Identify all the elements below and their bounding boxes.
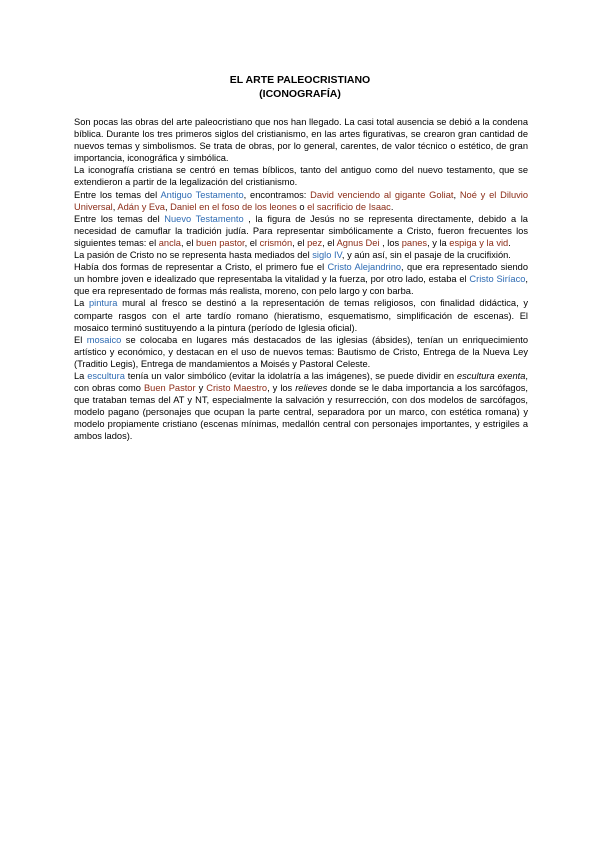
text-run: , que era representado siendo un hombre joven e idealizado que representaba la vitalidad y la fuerza, por otro lado, estaba el [74,262,528,285]
highlighted-term: Cristo Siríaco [469,274,526,285]
highlighted-term: Antiguo Testamento [160,189,244,200]
text-run: , [112,201,118,212]
highlighted-term: pintura [89,298,118,309]
title-block [0,73,600,101]
text-run: . [390,201,394,212]
text-run: La iconografía cristiana se centró en temas bíblicos, tanto del antiguo como del nuevo testamento, que se extendieron a partir de la legalización del cristianismo. [74,165,528,188]
highlighted-theme: panes [401,237,428,248]
text-run: o [296,201,308,212]
text-run: La [74,298,90,309]
text-run: , encontramos: [243,189,311,200]
highlighted-theme: pez [307,237,323,248]
italic-term: escultura exenta [456,370,526,381]
document-body [74,116,528,443]
text-run: Son pocas las obras del arte paleocristiano que nos han llegado. La casi total ausencia se debió a la condena bíblica. Durante los tres primeros siglos del cristianismo, en las artes figurativas, se crearon gran cantidad de nuevos temas y simbolismos. Se trata de obras, por lo general, carentes, de valor técnico o estético, de gran importancia, iconográfica y simbólica. [74,117,528,164]
text-run: Entre los temas del [74,213,165,224]
text-run: Había dos formas de representar a Cristo, el primero fue el [74,262,328,273]
text-run: , el [244,237,260,248]
text-run: , y los [267,383,296,394]
text-run: La [74,370,88,381]
text-run: y [195,383,207,394]
text-run: Entre los temas del [74,189,161,200]
highlighted-term: siglo IV [312,250,342,261]
highlighted-theme: ancla [158,237,181,248]
text-run: , los [379,237,402,248]
highlighted-theme: Cristo Maestro [206,383,268,394]
highlighted-theme: espiga y la vid [449,237,509,248]
highlighted-term: escultura [87,370,125,381]
paragraph [74,261,528,297]
text-run: La pasión de Cristo no se representa hasta mediados del [74,250,313,261]
highlighted-theme: Agnus Dei [336,237,380,248]
highlighted-theme: Noé y el Diluvio Universal [74,189,529,212]
text-run: , [164,201,171,212]
highlighted-term: Nuevo Testamento [164,213,244,224]
text-run: , y aún así, sin el pasaje de la crucifixión. [341,250,511,261]
paragraph [74,189,528,213]
highlighted-theme: Adán y Eva [117,201,165,212]
paragraph [74,334,528,370]
text-run: El [74,334,87,345]
paragraph [74,164,528,188]
text-run: se colocaba en lugares más destacados de las iglesias (ábsides), tenían un enriquecimiento artístico y económico, y destacan en el uso de nuevos temas: Bautismo de Cristo, Entrega de la Nueva Ley (Traditio Legis), Entrega de mandamientos a Moisés y Pastoral Celeste. [74,334,528,369]
highlighted-theme: Buen Pastor [143,383,196,394]
text-run: , que era representado de formas más realista, moreno, con pelo largo y con barba. [74,274,528,297]
paragraph [74,370,528,443]
text-run: tenía un valor simbólico (evitar la idolatría a las imágenes), se puede dividir en [124,370,457,381]
paragraph [74,213,528,249]
paragraph [74,297,528,333]
highlighted-theme: crismón [259,237,293,248]
paragraph [74,249,528,261]
paragraph [74,116,528,164]
text-run: , [453,189,460,200]
text-run: , y la [427,237,450,248]
document-subtitle: (ICONOGRAFÍA) [259,88,341,100]
text-run: donde se le daba importancia a los sarcófagos, que trataban temas del AT y NT, especialmente la salvación y resurrección, con dos modelos de sarcófagos, modelo pagano (personajes que ocupan la parte central, separadora por un marco, con estética romana) y modelo propiamente cristiano (escenas mínimas, medallón central con personajes importantes, y estrigiles a ambos lados). [74,383,528,442]
highlighted-term: mosaico [86,334,122,345]
text-run: mural al fresco se destinó a la representación de temas religiosos, con finalidad didáctica, y comparte rasgos con el arte tardío romano (hieratismo, esquematismo, simplificación de escenas). El mosaico terminó sustituyendo a la pintura (período de Iglesia oficial). [74,298,528,333]
text-run: , el [292,237,308,248]
text-run: , el [322,237,337,248]
text-run: , el [180,237,196,248]
document-title: EL ARTE PALEOCRISTIANO [229,74,371,86]
highlighted-theme: Daniel en el foso de los leones [170,201,297,212]
highlighted-term: Cristo Alejandrino [327,262,402,273]
highlighted-theme: buen pastor [195,237,245,248]
highlighted-theme: David venciendo al gigante Goliat [310,189,454,200]
text-run: . [508,237,511,248]
italic-term: relieves [295,383,328,394]
text-run: , la figura de Jesús no se representa directamente, debido a la necesidad de camuflar la tradición judía. Para representar simbólicamente a Cristo, fueron frecuentes los siguientes temas: el [74,213,528,248]
highlighted-theme: el sacrificio de Isaac [307,201,391,212]
text-run: , con obras como [74,370,528,394]
